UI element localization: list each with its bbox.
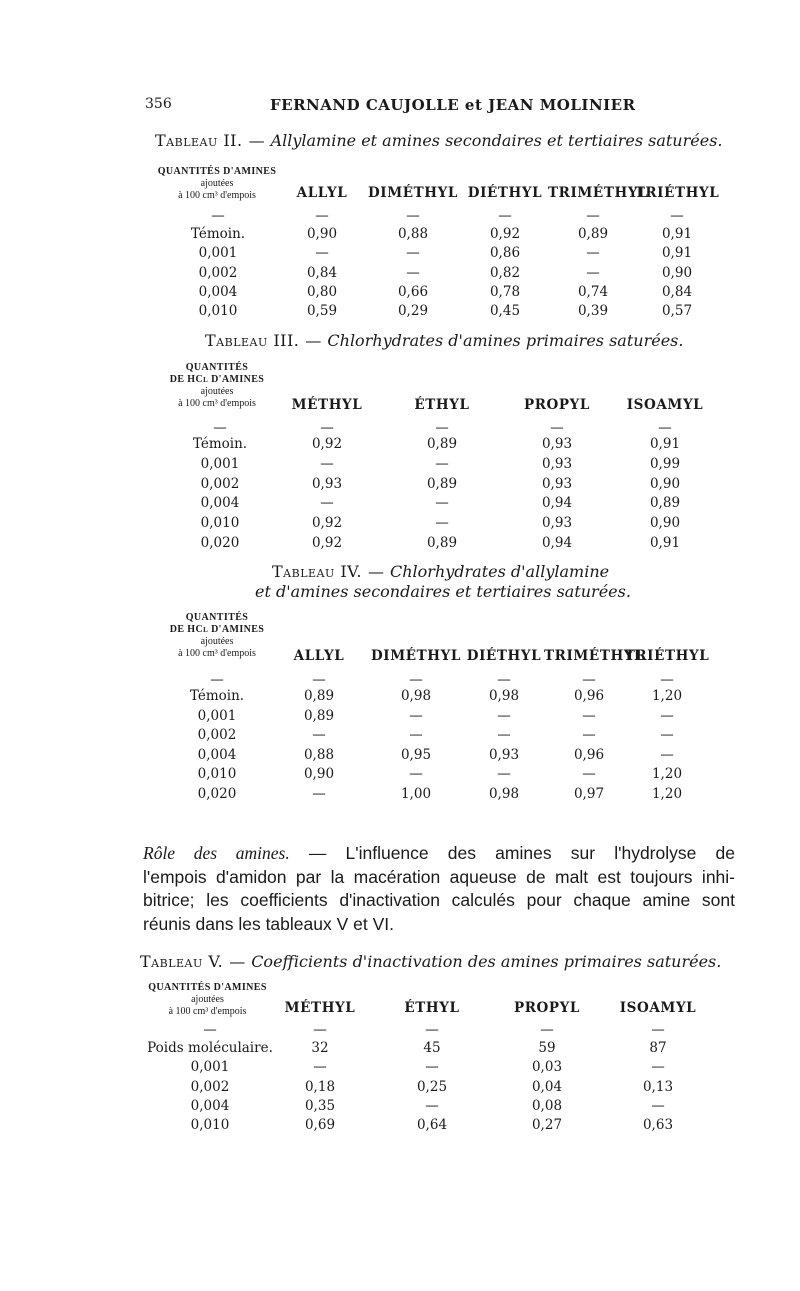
table-2-title [155, 131, 722, 150]
column-header: MÉTHYL [291, 397, 363, 413]
column-header: DIMÉTHYL [371, 648, 461, 664]
table-cell: — [312, 727, 326, 743]
header-dash: — [315, 208, 329, 224]
table-4-caption-line1: Chlorhydrates d'allylamine [390, 562, 610, 581]
running-title: FERNAND CAUJOLLE et JEAN MOLINIER [270, 96, 636, 114]
table-cell: 1,20 [651, 688, 683, 704]
table-cell: 0,66 [397, 283, 429, 300]
table-cell: — [582, 707, 596, 724]
table-5-title [140, 952, 721, 971]
row-label: 0,010 [197, 766, 237, 782]
header-dash: — [425, 1022, 439, 1038]
row-label: 0,001 [190, 1059, 230, 1076]
qty-head-line: DE HCl D'AMINES [169, 624, 265, 635]
header-dash: — [313, 1022, 327, 1038]
table-3-title [205, 331, 683, 350]
qty-head-line: QUANTITÉS [185, 362, 249, 373]
body-paragraph [143, 842, 735, 936]
table-cell: — [409, 707, 423, 724]
header-dash: — [670, 208, 684, 224]
table-cell: 0,96 [573, 746, 605, 763]
paragraph-line: réunis dans les tableaux V et VI. [143, 913, 394, 934]
table-cell: 0,82 [489, 264, 521, 281]
column-header: TRIÉTHYL [634, 185, 720, 201]
column-header: ALLYL [296, 185, 348, 201]
row-label: 0,010 [200, 515, 240, 532]
table-cell: 0,98 [488, 785, 520, 802]
paragraph-line [143, 842, 735, 866]
column-header: DIMÉTHYL [368, 185, 458, 201]
table-cell: — [497, 766, 511, 782]
table-cell: 1,20 [651, 766, 683, 782]
table-cell: 32 [311, 1040, 329, 1056]
title-dash: — [368, 562, 384, 581]
table-cell: — [425, 1097, 439, 1114]
table-cell: 0,89 [426, 436, 458, 452]
header-dash: — [498, 208, 512, 224]
table-cell: 0,78 [489, 283, 521, 300]
table-cell: 0,39 [577, 303, 609, 320]
table-cell: 0,88 [397, 226, 429, 242]
row-label: Témoin. [189, 688, 245, 704]
table-3-label: Tableau III. [205, 331, 300, 350]
column-header: TRIÉTHYL [624, 648, 710, 664]
qty-head-line: QUANTITÉS D'AMINES [157, 166, 277, 177]
table-cell: 0,89 [426, 535, 458, 551]
row-label: 0,001 [198, 245, 238, 262]
table-5-qty-head [135, 982, 280, 1018]
table-cell: 0,92 [311, 535, 343, 551]
header-dash: — [211, 208, 225, 224]
row-label: 0,004 [200, 495, 240, 512]
header-dash: — [210, 672, 224, 688]
table-cell: 0,18 [304, 1078, 336, 1095]
table-cell: — [660, 707, 674, 724]
header-dash: — [435, 420, 449, 436]
table-cell: 0,08 [531, 1097, 563, 1114]
table-cell: 0,89 [426, 475, 458, 492]
table-cell: 0,29 [397, 303, 429, 320]
table-cell: 0,91 [649, 436, 681, 452]
table-2-qty-head [147, 166, 287, 202]
table-cell: 0,93 [541, 436, 573, 452]
table-cell: 0,91 [661, 245, 693, 262]
table-cell: — [320, 495, 334, 512]
row-label: 0,002 [198, 264, 238, 281]
table-cell: 87 [649, 1040, 667, 1056]
table-cell: — [312, 785, 326, 802]
table-cell: — [435, 455, 449, 472]
table-cell: — [651, 1059, 665, 1076]
table-5-label: Tableau V. [140, 952, 224, 971]
table-cell: — [409, 727, 423, 743]
table-cell: 0,64 [416, 1117, 448, 1134]
header-dash: — [409, 672, 423, 688]
page-number: 356 [145, 96, 172, 112]
row-label: 0,020 [197, 785, 237, 802]
table-cell: 0,45 [489, 303, 521, 320]
qty-head-line: à 100 cm³ d'empois [178, 648, 256, 659]
table-cell: — [582, 727, 596, 743]
table-cell: 0,89 [649, 495, 681, 512]
table-cell: 0,86 [489, 245, 521, 262]
table-cell: — [406, 264, 420, 281]
paragraph-lead: Rôle des amines. [143, 843, 290, 863]
table-cell: 0,90 [661, 264, 693, 281]
table-cell: 0,91 [649, 535, 681, 551]
row-label: 0,004 [190, 1097, 230, 1114]
table-cell: 0,89 [303, 707, 335, 724]
qty-head-line: ajoutées [200, 178, 234, 189]
column-header: DIÉTHYL [467, 185, 543, 201]
table-cell: — [320, 455, 334, 472]
qty-head-line: à 100 cm³ d'empois [178, 190, 256, 201]
table-cell: — [406, 245, 420, 262]
table-cell: 0,93 [488, 746, 520, 763]
table-cell: 0,99 [649, 455, 681, 472]
column-header: ÉTHYL [414, 397, 470, 413]
table-cell: 0,57 [661, 303, 693, 320]
table-cell: — [409, 766, 423, 782]
table-cell: 0,92 [489, 226, 521, 242]
table-5-caption: Coefficients d'inactivation des amines primaires saturées. [251, 952, 722, 971]
table-4-caption-line2: et d'amines secondaires et tertiaires saturées. [255, 582, 631, 601]
table-cell: — [435, 515, 449, 532]
row-label: 0,010 [198, 303, 238, 320]
table-cell: 0,93 [541, 475, 573, 492]
table-cell: 0,92 [311, 515, 343, 532]
table-cell: 0,59 [306, 303, 338, 320]
qty-head-line: QUANTITÉS D'AMINES [148, 982, 267, 993]
table-3-caption: Chlorhydrates d'amines primaires saturées. [327, 331, 684, 350]
table-cell: 1,00 [400, 785, 432, 802]
header-dash: — [497, 672, 511, 688]
table-cell: 0,98 [400, 688, 432, 704]
header-dash: — [651, 1022, 665, 1038]
table-cell: 45 [423, 1040, 441, 1056]
qty-head-line: à 100 cm³ d'empois [168, 1006, 247, 1017]
table-4-title [272, 562, 609, 581]
header-dash: — [550, 420, 564, 436]
table-cell: 0,98 [488, 688, 520, 704]
qty-head-line: ajoutées [191, 994, 224, 1005]
table-cell: 0,69 [304, 1117, 336, 1134]
table-3-qty-head [147, 362, 287, 410]
table-cell: — [660, 746, 674, 763]
column-header: TRIMÉTHYL [544, 648, 645, 664]
table-cell: 0,90 [649, 515, 681, 532]
table-cell: 0,04 [531, 1078, 563, 1095]
table-cell: 0,89 [577, 226, 609, 242]
table-4-label: Tableau IV. [272, 562, 362, 581]
header-dash: — [213, 420, 227, 436]
table-cell: — [586, 245, 600, 262]
header-dash: — [582, 672, 596, 688]
table-cell: — [582, 766, 596, 782]
row-label: Témoin. [192, 436, 248, 452]
table-cell: — [315, 245, 329, 262]
table-cell: 0,91 [661, 226, 693, 242]
row-label: Témoin. [190, 226, 246, 242]
table-cell: 0,94 [541, 535, 573, 551]
table-cell: — [660, 727, 674, 743]
column-header: MÉTHYL [284, 1000, 356, 1016]
header-dash: — [586, 208, 600, 224]
header-dash: — [658, 420, 672, 436]
row-label: 0,002 [200, 475, 240, 492]
column-header: PROPYL [513, 1000, 580, 1016]
row-label: 0,001 [200, 455, 240, 472]
table-cell: 0,93 [541, 515, 573, 532]
row-label: 0,020 [200, 535, 240, 551]
table-cell: 0,90 [306, 226, 338, 242]
qty-head-line: ajoutées [200, 636, 234, 647]
title-dash: — [248, 131, 265, 150]
table-cell: 0,63 [642, 1117, 674, 1134]
paragraph-text: — L'influence des amines sur l'hydrolyse de [289, 843, 735, 863]
row-label: Poids moléculaire. [147, 1040, 273, 1056]
column-header: ISOAMYL [619, 1000, 697, 1016]
table-cell: 0,74 [577, 283, 609, 300]
table-cell: 0,90 [649, 475, 681, 492]
row-label: 0,004 [198, 283, 238, 300]
column-header: ÉTHYL [404, 1000, 460, 1016]
table-cell: — [425, 1059, 439, 1076]
table-cell: 0,93 [541, 455, 573, 472]
header-dash: — [406, 208, 420, 224]
table-cell: 0,84 [661, 283, 693, 300]
row-label: 0,010 [190, 1117, 230, 1134]
column-header: ISOAMYL [626, 397, 704, 413]
row-label: 0,004 [197, 746, 237, 763]
header-dash: — [540, 1022, 554, 1038]
header-dash: — [312, 672, 326, 688]
table-cell: 0,84 [306, 264, 338, 281]
table-cell: 59 [538, 1040, 556, 1056]
paragraph-line: l'empois d'amidon par la macération aqueuse de malt est toujours inhi- [143, 866, 735, 887]
table-cell: 0,95 [400, 746, 432, 763]
table-cell: 0,94 [541, 495, 573, 512]
table-cell: 0,25 [416, 1078, 448, 1095]
table-cell: 0,89 [303, 688, 335, 704]
table-cell: — [435, 495, 449, 512]
column-header: ALLYL [293, 648, 345, 664]
table-4-qty-head [147, 612, 287, 660]
qty-head-line: à 100 cm³ d'empois [178, 398, 256, 409]
table-2-caption: Allylamine et amines secondaires et tertiaires saturées. [270, 131, 723, 150]
title-dash: — [229, 952, 246, 971]
table-cell: 0,97 [573, 785, 605, 802]
table-cell: — [586, 264, 600, 281]
qty-head-line: DE HCl D'AMINES [169, 374, 265, 385]
table-cell: 0,90 [303, 766, 335, 782]
row-label: 0,002 [190, 1078, 230, 1095]
column-header: TRIMÉTHYL [548, 185, 649, 201]
title-dash: — [305, 331, 322, 350]
table-cell: 0,96 [573, 688, 605, 704]
table-cell: 0,93 [311, 475, 343, 492]
table-cell: — [497, 727, 511, 743]
table-cell: 0,13 [642, 1078, 674, 1095]
table-cell: 0,35 [304, 1097, 336, 1114]
table-cell: — [313, 1059, 327, 1076]
row-label: 0,001 [197, 707, 237, 724]
paragraph-line: bitrice; les coefficients d'inactivation calculés pour chaque amine sont [143, 890, 735, 910]
table-cell: — [651, 1097, 665, 1114]
column-header: PROPYL [523, 397, 590, 413]
qty-head-line: QUANTITÉS [185, 612, 249, 623]
table-2-label: Tableau II. [155, 131, 243, 150]
table-cell: 0,80 [306, 283, 338, 300]
table-cell: 1,20 [651, 785, 683, 802]
table-cell: 0,88 [303, 746, 335, 763]
table-cell: 0,92 [311, 436, 343, 452]
running-head [0, 96, 800, 116]
row-label: 0,002 [197, 727, 237, 743]
header-dash: — [320, 420, 334, 436]
qty-head-line: ajoutées [200, 386, 234, 397]
header-dash: — [203, 1022, 217, 1038]
table-cell: — [497, 707, 511, 724]
column-header: DIÉTHYL [466, 648, 542, 664]
table-cell: 0,27 [531, 1117, 563, 1134]
header-dash: — [660, 672, 674, 688]
table-cell: 0,03 [531, 1059, 563, 1076]
